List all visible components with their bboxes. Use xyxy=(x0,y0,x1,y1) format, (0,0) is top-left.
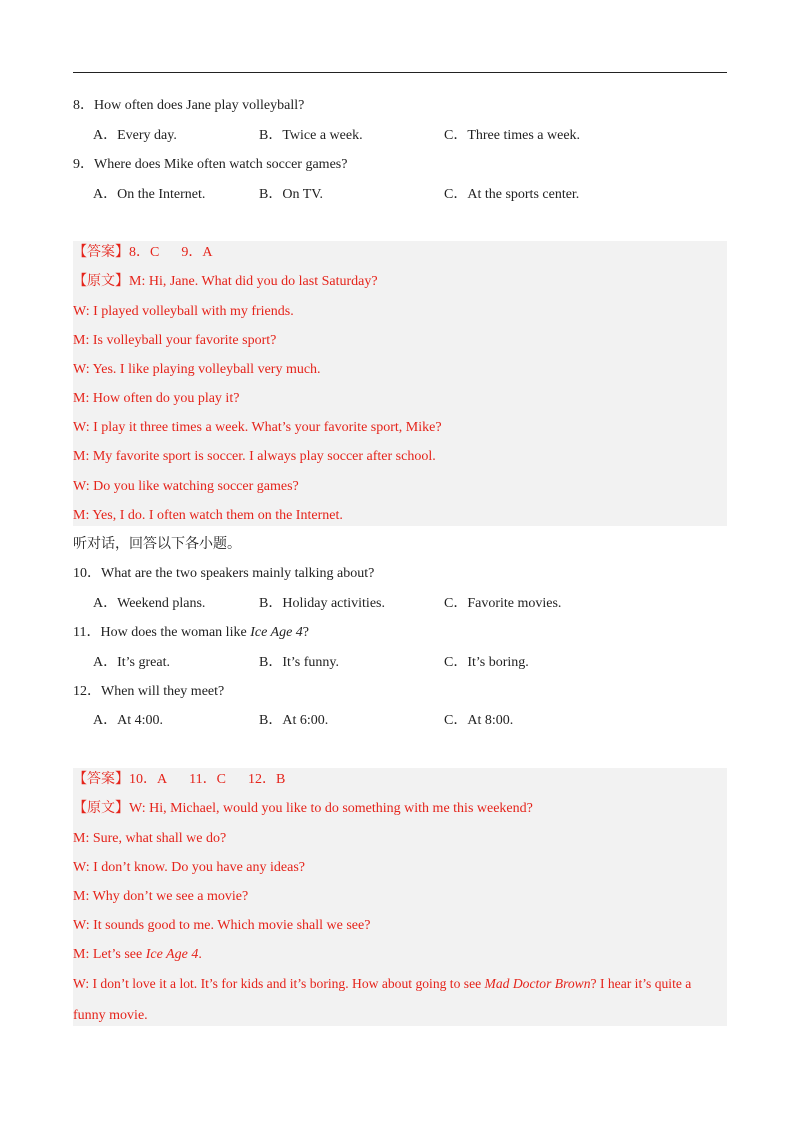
movie-title: Ice Age 4 xyxy=(145,947,199,962)
script-line: W: Do you like watching soccer games? xyxy=(73,479,299,494)
answer-12: 12．B xyxy=(247,772,286,787)
movie-title: Mad Doctor Brown xyxy=(484,976,591,991)
instruction: 听对话，回答以下各小题。 xyxy=(73,537,241,552)
question-10: 10．What are the two speakers mainly talking about? xyxy=(73,566,375,581)
answer-8: 8．C xyxy=(129,245,160,260)
answer-10: 10．A xyxy=(129,772,168,787)
script-line: W: I don’t know. Do you have any ideas? xyxy=(73,860,305,875)
script-line: M: Is volleyball your favorite sport? xyxy=(73,333,277,348)
script-line: W: I don’t love it a lot. It’s for kids and it’s boring. How about going to see Mad Doctor Brown? I hear it’s quite a xyxy=(73,976,692,991)
answer-11: 11．C xyxy=(189,772,226,787)
script-line: funny movie. xyxy=(73,1008,148,1023)
q10-option-a: A．Weekend plans. xyxy=(93,596,206,611)
script-line: W: I play it three times a week. What’s your favorite sport, Mike? xyxy=(73,420,442,435)
script-line: W: It sounds good to me. Which movie shall we see? xyxy=(73,918,371,933)
q11-option-c: C．It’s boring. xyxy=(444,655,529,670)
q12-option-c: C．At 8:00. xyxy=(444,713,514,728)
script-line: W: I played volleyball with my friends. xyxy=(73,304,294,319)
q10-option-b: B．Holiday activities. xyxy=(259,596,385,611)
q8-option-a: A．Every day. xyxy=(93,128,177,143)
script-line: M: My favorite sport is soccer. I always play soccer after school. xyxy=(73,449,436,464)
q9-option-b: B．On TV. xyxy=(259,187,324,202)
script-line: 【原文】W: Hi, Michael, would you like to do something with me this weekend? xyxy=(73,801,533,816)
script-line: M: Sure, what shall we do? xyxy=(73,831,227,846)
question-11: 11．How does the woman like Ice Age 4? xyxy=(73,625,310,640)
answer-line-1 xyxy=(73,243,212,263)
q11-option-a: A．It’s great. xyxy=(93,655,170,670)
question-12: 12．When will they meet? xyxy=(73,684,225,699)
q9-option-a: A．On the Internet. xyxy=(93,187,206,202)
q10-option-c: C．Favorite movies. xyxy=(444,596,562,611)
answer-9: 9．A xyxy=(181,245,213,260)
movie-title: Ice Age 4 xyxy=(250,625,303,640)
q8-option-c: C．Three times a week. xyxy=(444,128,581,143)
script-label: 【原文】 xyxy=(73,274,129,289)
question-9: 9．Where does Mike often watch soccer games? xyxy=(73,157,348,172)
answer-label: 【答案】 xyxy=(73,245,129,260)
script-line: 【原文】M: Hi, Jane. What did you do last Saturday? xyxy=(73,274,378,289)
script-line: M: Why don’t we see a movie? xyxy=(73,889,249,904)
script-line: M: How often do you play it? xyxy=(73,391,240,406)
q8-option-b: B．Twice a week. xyxy=(259,128,363,143)
script-line: W: Yes. I like playing volleyball very much. xyxy=(73,362,321,377)
q9-option-c: C．At the sports center. xyxy=(444,187,580,202)
script-line: M: Yes, I do. I often watch them on the Internet. xyxy=(73,508,343,523)
question-8: 8．How often does Jane play volleyball? xyxy=(73,98,305,113)
answer-label: 【答案】 xyxy=(73,772,129,787)
script-line: M: Let’s see Ice Age 4. xyxy=(73,947,202,962)
header-rule xyxy=(73,72,727,73)
q11-option-b: B．It’s funny. xyxy=(259,655,339,670)
answer-line-2 xyxy=(73,770,285,790)
q12-option-a: A．At 4:00. xyxy=(93,713,163,728)
script-label: 【原文】 xyxy=(73,801,129,816)
q12-option-b: B．At 6:00. xyxy=(259,713,329,728)
